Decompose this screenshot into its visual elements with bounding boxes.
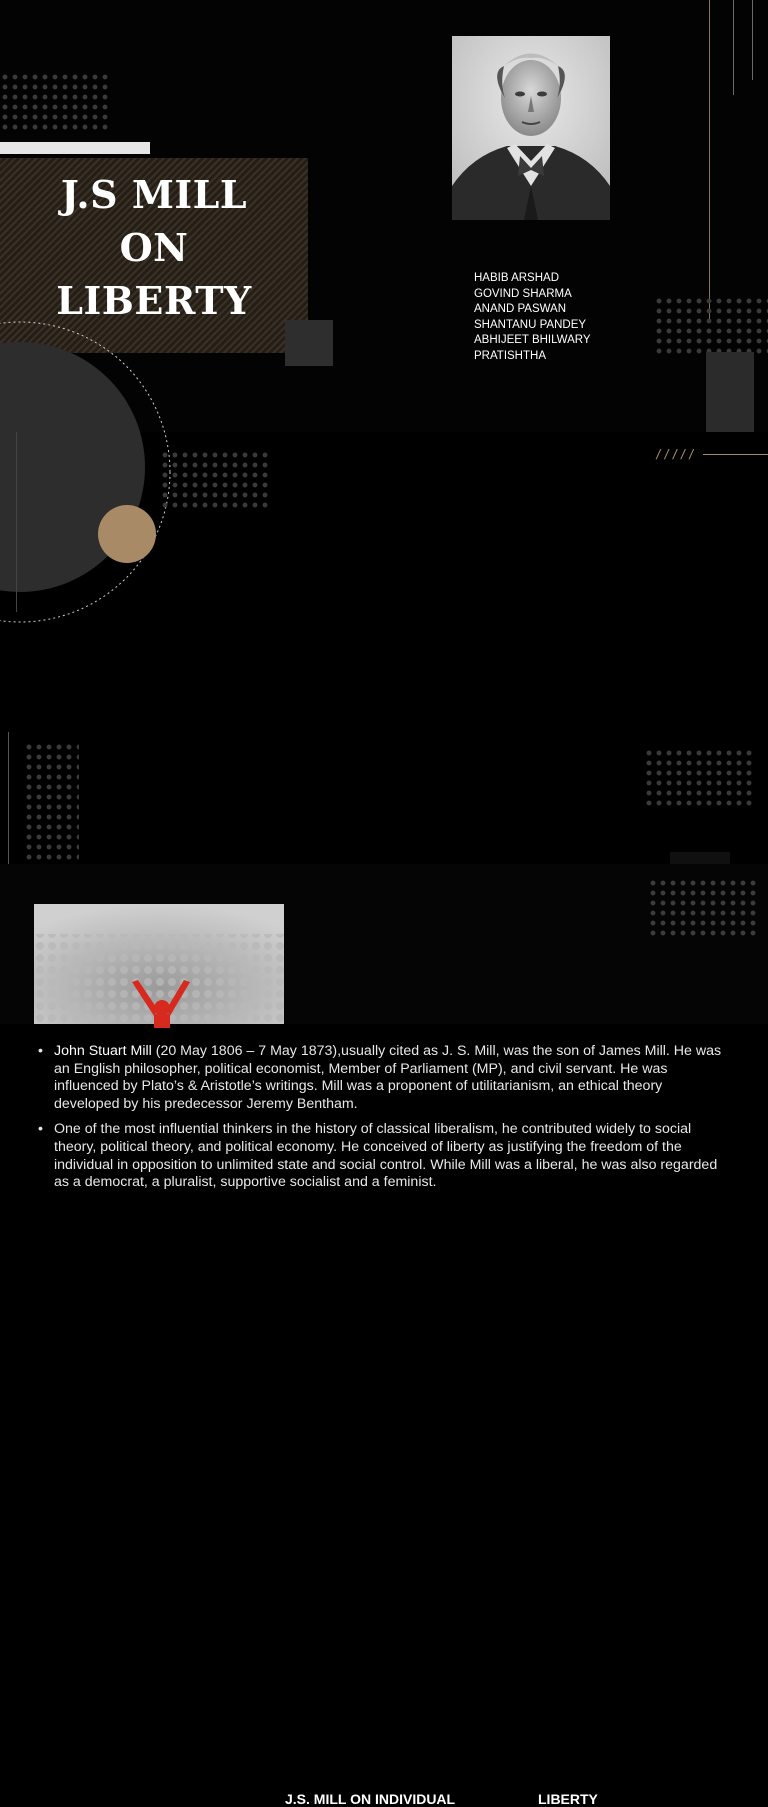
vertical-line-decoration [16,432,17,612]
author-name: ABHIJEET BHILWARY [474,334,591,346]
dot-grid-decoration [644,748,756,808]
vertical-line-decoration [709,0,710,320]
gray-square-decoration [285,320,333,366]
bullet-icon: • [38,1043,43,1059]
crowd-image [34,904,284,1024]
dot-grid-decoration [654,296,768,356]
slide-title-text [0,168,308,327]
bullet-item [36,1043,726,1113]
bullet-item [36,1121,726,1191]
dot-grid-decoration [160,450,272,510]
bullet-text: One of the most influential thinkers in the history of classical liberalism, he contributed widely to social theory, political theory, and political economy. He conceived of liberty as justifying the freedom of the individual in opposition to unlimited state and social control. While Mill was a liberal, he was also regarded as a democrat, a pluralist, supportive socialist and a feminist. [54,1121,718,1191]
title-line-3: LIBERTY [56,278,252,323]
section-heading-right: LIBERTY [538,1791,598,1807]
bullet-name: John Stuart Mill [54,1043,152,1059]
title-line-2: ON [119,225,189,270]
slide-title [0,0,768,432]
vertical-line-decoration [752,0,753,80]
section-heading-left: J.S. MILL ON INDIVIDUAL [285,1791,456,1807]
author-name: ANAND PASWAN [474,303,567,315]
dot-grid-decoration [24,742,79,864]
bullet-icon: • [38,1121,43,1138]
bullet-text: (20 May 1806 – 7 May 1873),usually cited as J. S. Mill, was the son of James Mill. He was an English philosopher, political economist, Member of Parliament (MP), and civil servant. He was influenced by Plato’s & Aristotle’s writings. Mill was a proponent of utilitarianism, an ethical theory developed by his predecessor Jeremy Bentham. [54,1043,722,1112]
author-name: GOVIND SHARMA [474,287,572,300]
bullet-list [36,1043,726,1200]
author-name: PRATISHTHA [474,349,546,362]
gray-rect-decoration [706,352,754,432]
vertical-line-decoration [8,732,9,864]
author-name: HABIB ARSHAD [474,272,559,284]
slash-line-decoration: ///// [655,449,768,459]
tan-circle-decoration [98,505,156,563]
white-bar-decoration [0,142,150,154]
portrait-illustration [452,36,610,220]
author-list [474,271,591,364]
dot-grid-decoration [648,878,760,938]
title-line-1: J.S MILL [60,172,248,217]
gray-square-decoration [670,852,730,864]
vertical-line-decoration [733,0,734,95]
dot-grid-decoration [0,72,110,132]
crowd-illustration [34,904,284,1024]
portrait-image [452,36,610,220]
author-name: SHANTANU PANDEY [474,318,587,331]
slide-who-was-mill [0,432,768,1191]
